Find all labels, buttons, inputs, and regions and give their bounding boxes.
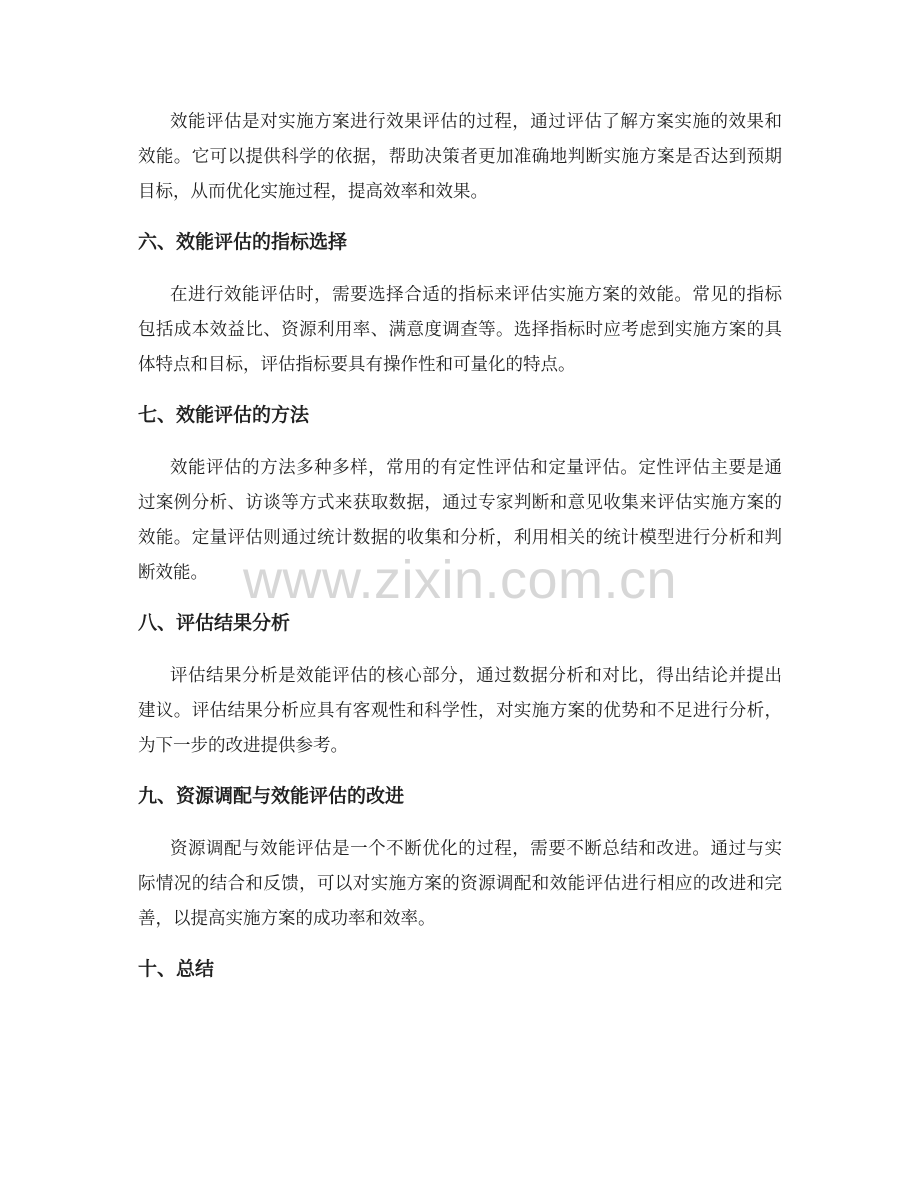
paragraph-line: 资源调配与效能评估是一个不断优化的过程，需要不断总结和改进。通过与实 <box>170 838 782 858</box>
section-10 <box>138 952 782 987</box>
section-paragraph <box>138 831 782 936</box>
intro-paragraph <box>138 104 782 209</box>
section-paragraph <box>138 450 782 590</box>
section-7 <box>138 398 782 590</box>
paragraph-line: 效能。它可以提供科学的依据，帮助决策者更加准确地判断实施方案是否达到预期 <box>138 146 782 166</box>
paragraph-line: 目标，从而优化实施过程，提高效率和效果。 <box>138 181 488 201</box>
paragraph-line: 善，以提高实施方案的成功率和效率。 <box>138 908 436 928</box>
paragraph-line: 为下一步的改进提供参考。 <box>138 735 348 755</box>
section-9 <box>138 779 782 936</box>
section-heading: 六、效能评估的指标选择 <box>138 232 348 253</box>
section-heading: 十、总结 <box>138 959 215 980</box>
watermark: www.zixin.com.cn <box>242 550 678 610</box>
paragraph-line: 体特点和目标，评估指标要具有操作性和可量化的特点。 <box>138 354 576 374</box>
document-body <box>138 104 782 1004</box>
paragraph-line: 在进行效能评估时，需要选择合适的指标来评估实施方案的效能。常见的指标 <box>170 284 782 304</box>
section-paragraph <box>138 277 782 382</box>
paragraph-line: 过案例分析、访谈等方式来获取数据，通过专家判断和意见收集来评估实施方案的 <box>138 492 782 512</box>
paragraph-line: 效能。定量评估则通过统计数据的收集和分析，利用相关的统计模型进行分析和判 <box>138 527 782 547</box>
section-paragraph <box>138 658 782 763</box>
paragraph-line: 评估结果分析是效能评估的核心部分，通过数据分析和对比，得出结论并提出 <box>170 665 782 685</box>
section-heading: 七、效能评估的方法 <box>138 405 310 426</box>
paragraph-line: 断效能。 <box>138 562 208 582</box>
paragraph-line: 际情况的结合和反馈，可以对实施方案的资源调配和效能评估进行相应的改进和完 <box>138 873 782 893</box>
paragraph-line: 包括成本效益比、资源利用率、满意度调查等。选择指标时应考虑到实施方案的具 <box>138 319 782 339</box>
section-heading: 九、资源调配与效能评估的改进 <box>138 786 405 807</box>
paragraph-line: 效能评估是对实施方案进行效果评估的过程，通过评估了解方案实施的效果和 <box>170 111 782 131</box>
paragraph-line: 效能评估的方法多种多样，常用的有定性评估和定量评估。定性评估主要是通 <box>170 457 782 477</box>
section-8 <box>138 606 782 763</box>
section-heading: 八、评估结果分析 <box>138 613 291 634</box>
paragraph-line: 建议。评估结果分析应具有客观性和科学性，对实施方案的优势和不足进行分析， <box>138 700 782 720</box>
section-6 <box>138 225 782 382</box>
